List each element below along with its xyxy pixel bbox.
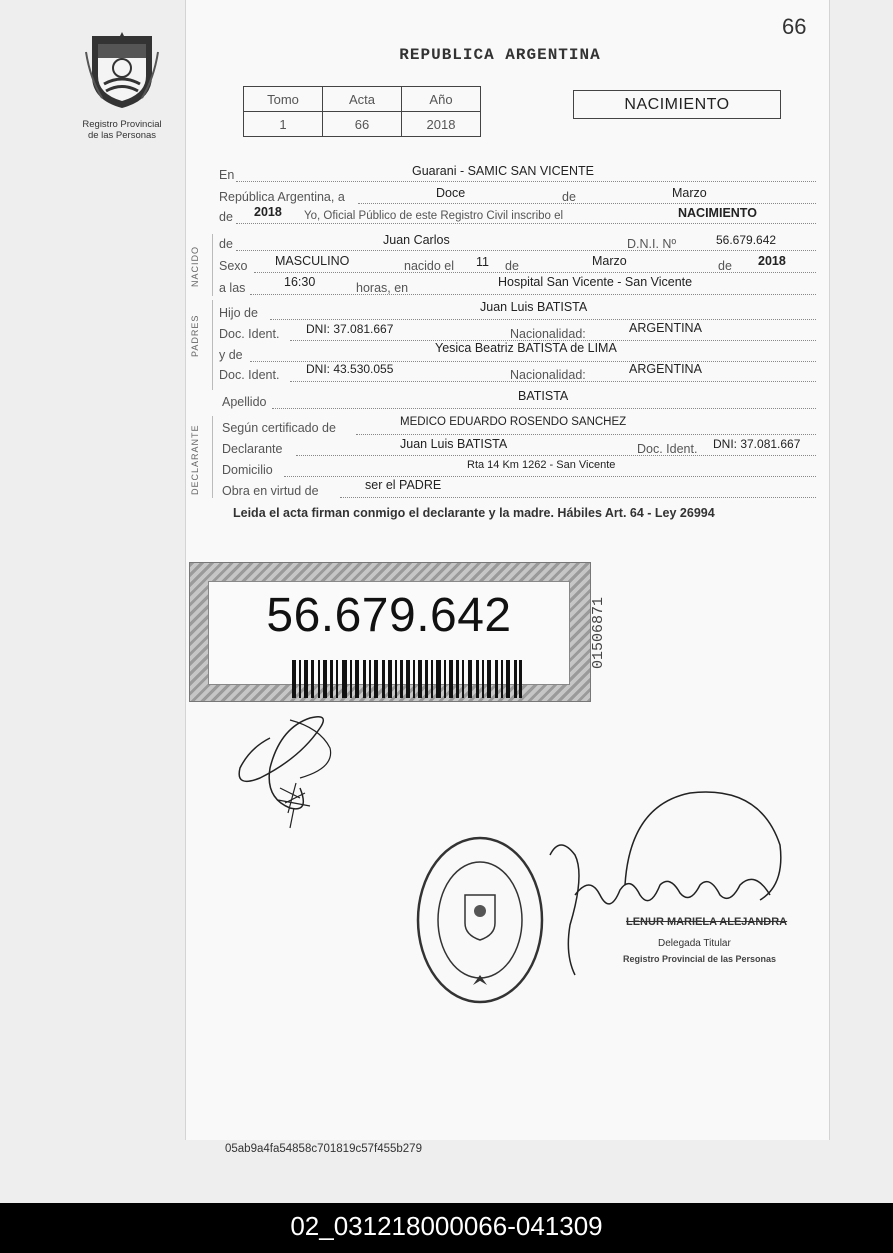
page-number: 66: [782, 14, 807, 39]
dni-label: D.N.I. Nº: [627, 237, 677, 251]
madre-nac-value: ARGENTINA: [629, 362, 702, 376]
official-stamp-icon: [415, 835, 545, 1005]
section-divider: [212, 300, 213, 390]
anio-header: Año: [402, 87, 481, 112]
madre-doc-label: Doc. Ident.: [219, 368, 280, 382]
sexo-value: MASCULINO: [275, 254, 350, 268]
nacido-de-label: de: [219, 237, 233, 251]
record-type-box: NACIMIENTO: [573, 90, 781, 119]
dotted-line: [236, 223, 816, 224]
lugar-nac-value: Hospital San Vicente - San Vicente: [498, 275, 693, 289]
madre-nac-label: Nacionalidad:: [510, 368, 586, 382]
barcode-sticker: [189, 562, 591, 702]
document-hash: 05ab9a4fa54858c701819c57f455b279: [225, 1143, 422, 1155]
barcode-bars-icon: [292, 660, 522, 698]
anio-value: 2018: [254, 205, 282, 219]
dia-value: Doce: [436, 186, 466, 200]
section-label-padres: PADRES: [190, 314, 200, 358]
legal-text: Leida el acta firman conmigo el declarante y la madre. Hábiles Art. 64 - Ley 26994: [233, 506, 715, 520]
coat-of-arms-icon: [82, 28, 162, 112]
padre-nac-value: ARGENTINA: [629, 321, 702, 335]
hora-value: 16:30: [284, 275, 316, 289]
padre-value: Juan Luis BATISTA: [480, 300, 588, 314]
obra-label: Obra en virtud de: [222, 484, 319, 498]
inscripcion-value: NACIMIENTO: [678, 206, 757, 220]
domicilio-value: Rta 14 Km 1262 - San Vicente: [467, 459, 616, 471]
certificado-label: Según certificado de: [222, 421, 336, 435]
barcode-label: [208, 581, 570, 685]
side-serial: 01506871: [590, 597, 607, 670]
obra-value: ser el PADRE: [365, 478, 442, 492]
dia-nac-value: 11: [476, 255, 489, 269]
apellido-value: BATISTA: [518, 389, 569, 403]
acta-header: Acta: [323, 87, 402, 112]
apellido-label: Apellido: [222, 395, 267, 409]
signer-role: Delegada Titular: [658, 938, 731, 949]
dotted-line: [340, 497, 816, 498]
mes-nac-value: Marzo: [592, 254, 627, 268]
anio-nac-value: 2018: [758, 254, 786, 268]
tomo-value: 1: [244, 112, 323, 137]
sexo-label: Sexo: [219, 259, 248, 273]
horas-en-label: horas, en: [356, 281, 409, 295]
declarante-doc-value: DNI: 37.081.667: [713, 437, 801, 451]
de-label-3: de: [505, 259, 519, 273]
dotted-line: [296, 455, 816, 456]
declarante-value: Juan Luis BATISTA: [400, 437, 508, 451]
oficial-text: Yo, Oficial Público de este Registro Civil inscribo el: [304, 210, 564, 222]
signer-name: LENUR MARIELA ALEJANDRA: [626, 916, 788, 928]
tomo-header: Tomo: [244, 87, 323, 112]
dotted-line: [284, 476, 816, 477]
section-divider: [212, 416, 213, 498]
madre-value: Yesica Beatriz BATISTA de LIMA: [435, 341, 617, 355]
nombre-value: Juan Carlos: [383, 233, 450, 247]
y-de-label: y de: [219, 348, 243, 362]
dotted-line: [236, 181, 816, 182]
section-label-declarante: DECLARANTE: [190, 424, 200, 496]
mes-value: Marzo: [672, 186, 707, 200]
republica-label: República Argentina, a: [219, 190, 345, 204]
hijo-de-label: Hijo de: [219, 306, 258, 320]
anio-value: 2018: [402, 112, 481, 137]
nacido-el-label: nacido el: [404, 259, 455, 273]
dotted-line: [250, 294, 816, 295]
lugar-value: Guarani - SAMIC SAN VICENTE: [412, 164, 594, 178]
domicilio-label: Domicilio: [222, 463, 273, 477]
declarante-doc-label: Doc. Ident.: [637, 442, 698, 456]
de-label-2: de: [219, 210, 233, 224]
dotted-line: [236, 250, 816, 251]
footer-bar: [0, 1203, 893, 1253]
dotted-line: [356, 434, 816, 435]
footer-file-id: 02_031218000066-041309: [290, 1211, 603, 1241]
padre-doc-label: Doc. Ident.: [219, 327, 280, 341]
certificado-value: MEDICO EDUARDO ROSENDO SANCHEZ: [400, 416, 627, 428]
padre-doc-value: DNI: 37.081.667: [306, 322, 394, 336]
en-label: En: [219, 168, 235, 182]
signer-office: Registro Provincial de las Personas: [623, 954, 777, 964]
barcode-number: 56.679.642: [266, 589, 512, 642]
tomo-acta-table: [243, 86, 481, 137]
de-label-4: de: [718, 259, 732, 273]
logo-caption: Registro Provincial de las Personas: [82, 119, 162, 141]
madre-doc-value: DNI: 43.530.055: [306, 362, 394, 376]
document-title: REPUBLICA ARGENTINA: [399, 46, 601, 64]
a-las-label: a las: [219, 281, 246, 295]
dotted-line: [358, 203, 816, 204]
registry-logo: [70, 28, 174, 141]
declarante-label: Declarante: [222, 442, 283, 456]
dotted-line: [270, 319, 816, 320]
section-label-nacido: NACIDO: [190, 245, 200, 287]
declarant-signature-icon: [230, 708, 350, 838]
dni-value: 56.679.642: [716, 233, 777, 247]
dotted-line: [272, 408, 816, 409]
section-divider: [212, 234, 213, 296]
acta-value: 66: [323, 112, 402, 137]
de-label: de: [562, 190, 576, 204]
padre-nac-label: Nacionalidad:: [510, 327, 586, 341]
